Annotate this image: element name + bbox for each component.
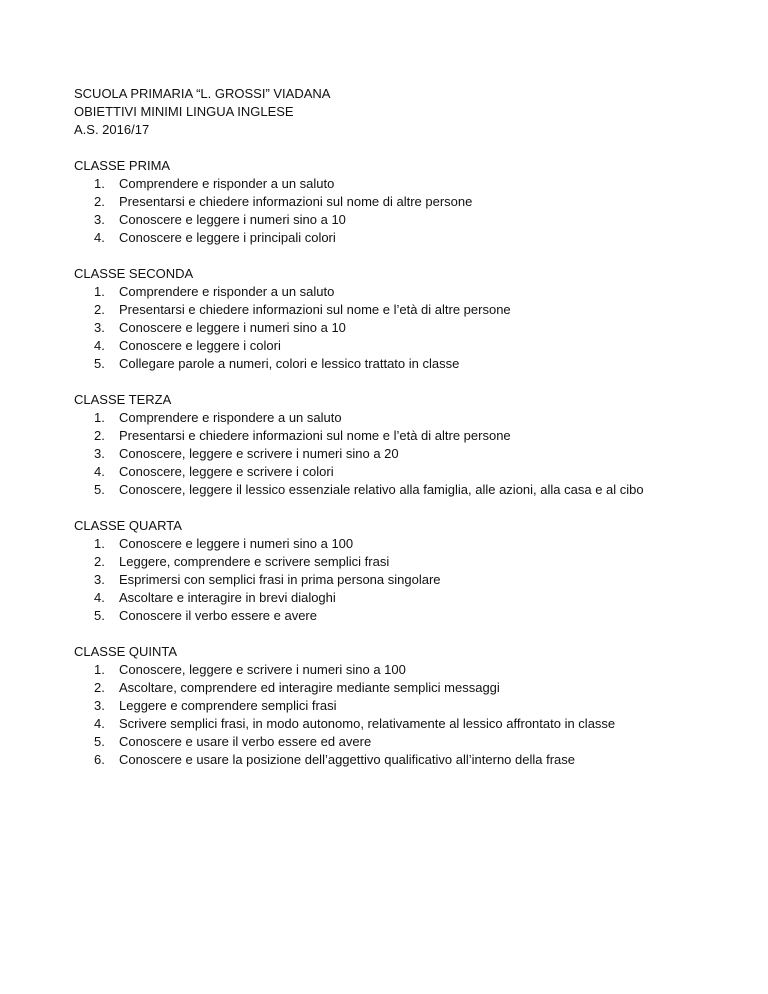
objectives-list <box>74 535 734 625</box>
section-classe-prima <box>74 157 734 247</box>
section-classe-seconda <box>74 265 734 373</box>
list-item-number: 4. <box>94 716 105 731</box>
list-item-text: Ascoltare e interagire in brevi dialoghi <box>119 590 336 605</box>
list-item <box>74 661 734 679</box>
list-item <box>74 679 734 697</box>
school-name: SCUOLA PRIMARIA “L. GROSSI” VIADANA <box>74 86 331 101</box>
list-item-text: Conoscere e leggere i principali colori <box>119 230 336 245</box>
section-classe-quinta <box>74 643 734 769</box>
list-item-text: Comprendere e risponder a un saluto <box>119 176 335 191</box>
list-item-text: Conoscere, leggere il lessico essenziale relativo alla famiglia, alle azioni, alla casa e al cibo <box>119 482 644 497</box>
list-item-number: 4. <box>94 338 105 353</box>
list-item <box>74 589 734 607</box>
list-item-number: 5. <box>94 608 105 623</box>
list-item <box>74 697 734 715</box>
list-item-number: 2. <box>94 194 105 209</box>
list-item-number: 1. <box>94 284 105 299</box>
list-item-text: Conoscere e leggere i numeri sino a 10 <box>119 212 346 227</box>
section-title: CLASSE QUINTA <box>74 644 178 659</box>
list-item-text: Conoscere il verbo essere e avere <box>119 608 317 623</box>
list-item <box>74 283 734 301</box>
list-item-text: Conoscere e usare il verbo essere ed avere <box>119 734 372 749</box>
list-item-text: Presentarsi e chiedere informazioni sul nome e l’età di altre persone <box>119 302 511 317</box>
list-item <box>74 175 734 193</box>
list-item-number: 2. <box>94 302 105 317</box>
list-item-text: Scrivere semplici frasi, in modo autonomo, relativamente al lessico affrontato in classe <box>119 716 616 731</box>
list-item-number: 1. <box>94 536 105 551</box>
list-item <box>74 301 734 319</box>
list-item-number: 3. <box>94 446 105 461</box>
list-item-text: Leggere e comprendere semplici frasi <box>119 698 337 713</box>
list-item <box>74 409 734 427</box>
list-item-text: Esprimersi con semplici frasi in prima persona singolare <box>119 572 441 587</box>
list-item-number: 1. <box>94 410 105 425</box>
section-title: CLASSE QUARTA <box>74 518 182 533</box>
list-item-number: 5. <box>94 482 105 497</box>
list-item-text: Comprendere e rispondere a un saluto <box>119 410 342 425</box>
section-classe-quarta <box>74 517 734 625</box>
list-item-number: 4. <box>94 230 105 245</box>
list-item <box>74 463 734 481</box>
list-item <box>74 481 734 499</box>
list-item-text: Conoscere e usare la posizione dell’aggettivo qualificativo all’interno della frase <box>119 752 575 767</box>
sections-container <box>74 157 734 769</box>
list-item-text: Collegare parole a numeri, colori e lessico trattato in classe <box>119 356 460 371</box>
list-item-number: 3. <box>94 320 105 335</box>
list-item-number: 3. <box>94 212 105 227</box>
list-item-number: 5. <box>94 356 105 371</box>
list-item <box>74 553 734 571</box>
document-header <box>74 85 734 139</box>
list-item <box>74 427 734 445</box>
list-item <box>74 319 734 337</box>
list-item-number: 1. <box>94 662 105 677</box>
objectives-list <box>74 409 734 499</box>
list-item <box>74 445 734 463</box>
list-item-number: 5. <box>94 734 105 749</box>
objectives-list <box>74 283 734 373</box>
list-item-number: 3. <box>94 572 105 587</box>
list-item-number: 6. <box>94 752 105 767</box>
section-title: CLASSE SECONDA <box>74 266 194 281</box>
list-item <box>74 535 734 553</box>
list-item-text: Presentarsi e chiedere informazioni sul nome di altre persone <box>119 194 473 209</box>
section-classe-terza <box>74 391 734 499</box>
list-item <box>74 715 734 733</box>
list-item <box>74 751 734 769</box>
list-item <box>74 571 734 589</box>
list-item-number: 1. <box>94 176 105 191</box>
list-item-text: Conoscere e leggere i numeri sino a 100 <box>119 536 354 551</box>
list-item-text: Conoscere, leggere e scrivere i numeri sino a 100 <box>119 662 406 677</box>
document-subject: OBIETTIVI MINIMI LINGUA INGLESE <box>74 104 294 119</box>
list-item-text: Conoscere e leggere i numeri sino a 10 <box>119 320 346 335</box>
list-item-text: Presentarsi e chiedere informazioni sul nome e l’età di altre persone <box>119 428 511 443</box>
list-item-text: Conoscere e leggere i colori <box>119 338 281 353</box>
list-item <box>74 733 734 751</box>
list-item <box>74 211 734 229</box>
document-content <box>74 85 734 769</box>
school-year: A.S. 2016/17 <box>74 122 150 137</box>
list-item-number: 3. <box>94 698 105 713</box>
list-item-number: 4. <box>94 464 105 479</box>
list-item-text: Ascoltare, comprendere ed interagire mediante semplici messaggi <box>119 680 500 695</box>
objectives-list <box>74 661 734 769</box>
section-title: CLASSE PRIMA <box>74 158 171 173</box>
list-item-text: Leggere, comprendere e scrivere semplici frasi <box>119 554 390 569</box>
list-item-text: Comprendere e risponder a un saluto <box>119 284 335 299</box>
list-item-number: 4. <box>94 590 105 605</box>
list-item-number: 2. <box>94 428 105 443</box>
list-item <box>74 337 734 355</box>
list-item-text: Conoscere, leggere e scrivere i numeri sino a 20 <box>119 446 399 461</box>
list-item <box>74 193 734 211</box>
list-item <box>74 607 734 625</box>
section-title: CLASSE TERZA <box>74 392 172 407</box>
list-item <box>74 355 734 373</box>
list-item-text: Conoscere, leggere e scrivere i colori <box>119 464 334 479</box>
objectives-list <box>74 175 734 247</box>
list-item <box>74 229 734 247</box>
list-item-number: 2. <box>94 680 105 695</box>
list-item-number: 2. <box>94 554 105 569</box>
